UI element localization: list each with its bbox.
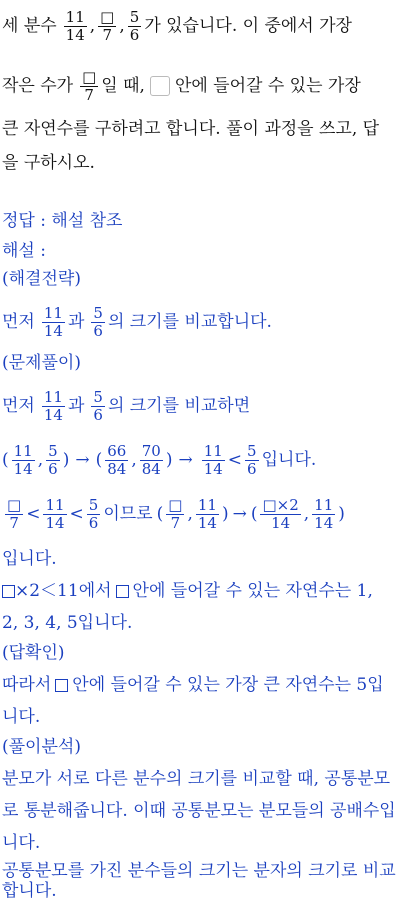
fraction: $\frac{66}{84}$ (107, 441, 127, 478)
blank-box-icon (150, 76, 170, 96)
confirm-line-2: 니다. (2, 707, 41, 727)
solve-line-1: 먼저 $\frac{11}{14}$ 과 $\frac{5}{6}$ 의 크기를 비교하면 (2, 387, 251, 424)
fraction: $\frac{11}{14}$ (65, 7, 85, 44)
analysis-line-5: 합니다. (2, 881, 57, 901)
question-line-1: 세 분수 $\frac{11}{14}$ , $\frac{□}{7}$ , $\frac{5}{6}$ 가 있습니다. 이 중에서 가장 (2, 7, 352, 44)
strategy-heading: (해결전략) (2, 269, 81, 289)
arrow-icon: → (75, 450, 90, 470)
text: 세 분수 (2, 16, 57, 36)
blank-box-icon (116, 585, 129, 598)
fraction: $\frac{5}{6}$ (247, 441, 257, 478)
fraction: $\frac{11}{14}$ (197, 495, 217, 532)
fraction: $\frac{5}{6}$ (88, 495, 99, 532)
question-line-3: 큰 자연수를 구하려고 합니다. 풀이 과정을 쓰고, 답 (2, 119, 380, 139)
fraction: $\frac{11}{14}$ (314, 495, 334, 532)
fraction: $\frac{11}{14}$ (203, 441, 223, 478)
fraction: $\frac{11}{14}$ (13, 441, 33, 478)
solve-line-6: 2, 3, 4, 5입니다. (2, 613, 133, 633)
fraction: $\frac{□}{7}$ (7, 495, 22, 532)
confirm-line-1: 따라서 안에 들어갈 수 있는 가장 큰 자연수는 5입 (2, 675, 384, 695)
analysis-line-4: 공통분모를 가진 분수들의 크기는 분자의 크기로 비교 (2, 861, 396, 881)
fraction: $\frac{11}{14}$ (43, 387, 63, 424)
analysis-line-3: 니다. (2, 833, 41, 853)
answer-title: 정답 : 해설 참조 (2, 211, 123, 231)
solve-line-2: ( $\frac{11}{14}$ , $\frac{5}{6}$ ) → ( $\frac{66}{84}$ , $\frac{70}{84}$ ) → $\frac{11}{14}$ < $\frac{5}{6}$ 입니다. (2, 441, 317, 478)
fraction: $\frac{70}{84}$ (141, 441, 161, 478)
fraction: $\frac{5}{6}$ (48, 441, 58, 478)
fraction: $\frac{5}{6}$ (93, 303, 103, 340)
text: 가 있습니다. 이 중에서 가장 (144, 16, 352, 36)
fraction: $\frac{5}{6}$ (129, 7, 140, 44)
solve-line-5: ×2＜11에서 안에 들어갈 수 있는 자연수는 1, (2, 580, 400, 602)
analysis-heading: (풀이분석) (2, 737, 81, 757)
solve-line-4: 입니다. (2, 549, 57, 569)
question-line-2 (2, 66, 400, 106)
confirm-heading: (답확인) (2, 643, 65, 663)
fraction: $\frac{□}{7}$ (168, 495, 183, 532)
haeseol-label: 해설 : (2, 241, 46, 261)
blank-box-icon (55, 679, 68, 692)
arrow-icon: → (232, 504, 247, 524)
text: 안에 들어갈 수 있는 가장 (174, 76, 361, 96)
text: 작은 수가 (2, 76, 74, 96)
fraction: $\frac{□}{7}$ (82, 67, 97, 104)
fraction: $\frac{11}{14}$ (43, 303, 63, 340)
text: 일 때, (101, 76, 145, 96)
analysis-line-2: 로 통분해줍니다. 이때 공통분모는 분모들의 공배수입 (2, 801, 396, 821)
solve-heading: (문제풀이) (2, 353, 81, 373)
fraction: $\frac{5}{6}$ (93, 387, 103, 424)
arrow-icon: → (178, 450, 193, 470)
fraction: $\frac{□\times 2}{14}$ (262, 495, 299, 532)
solve-line-3: $\frac{□}{7}$ < $\frac{11}{14}$ < $\frac{5}{6}$ 이므로 ( $\frac{□}{7}$ , $\frac{11}{14}$ ) → ( $\frac{□\times 2}{14}$ , $\frac{11}{14}$ ) (7, 495, 345, 532)
question-line-4: 을 구하시오. (2, 153, 95, 173)
strategy-line: 먼저 $\frac{11}{14}$ 과 $\frac{5}{6}$ 의 크기를 비교합니다. (2, 303, 272, 340)
fraction: $\frac{11}{14}$ (45, 495, 65, 532)
analysis-line-1: 분모가 서로 다른 분수의 크기를 비교할 때, 공통분모 (2, 769, 391, 789)
blank-box-icon (2, 585, 15, 598)
fraction: $\frac{□}{7}$ (100, 7, 115, 44)
